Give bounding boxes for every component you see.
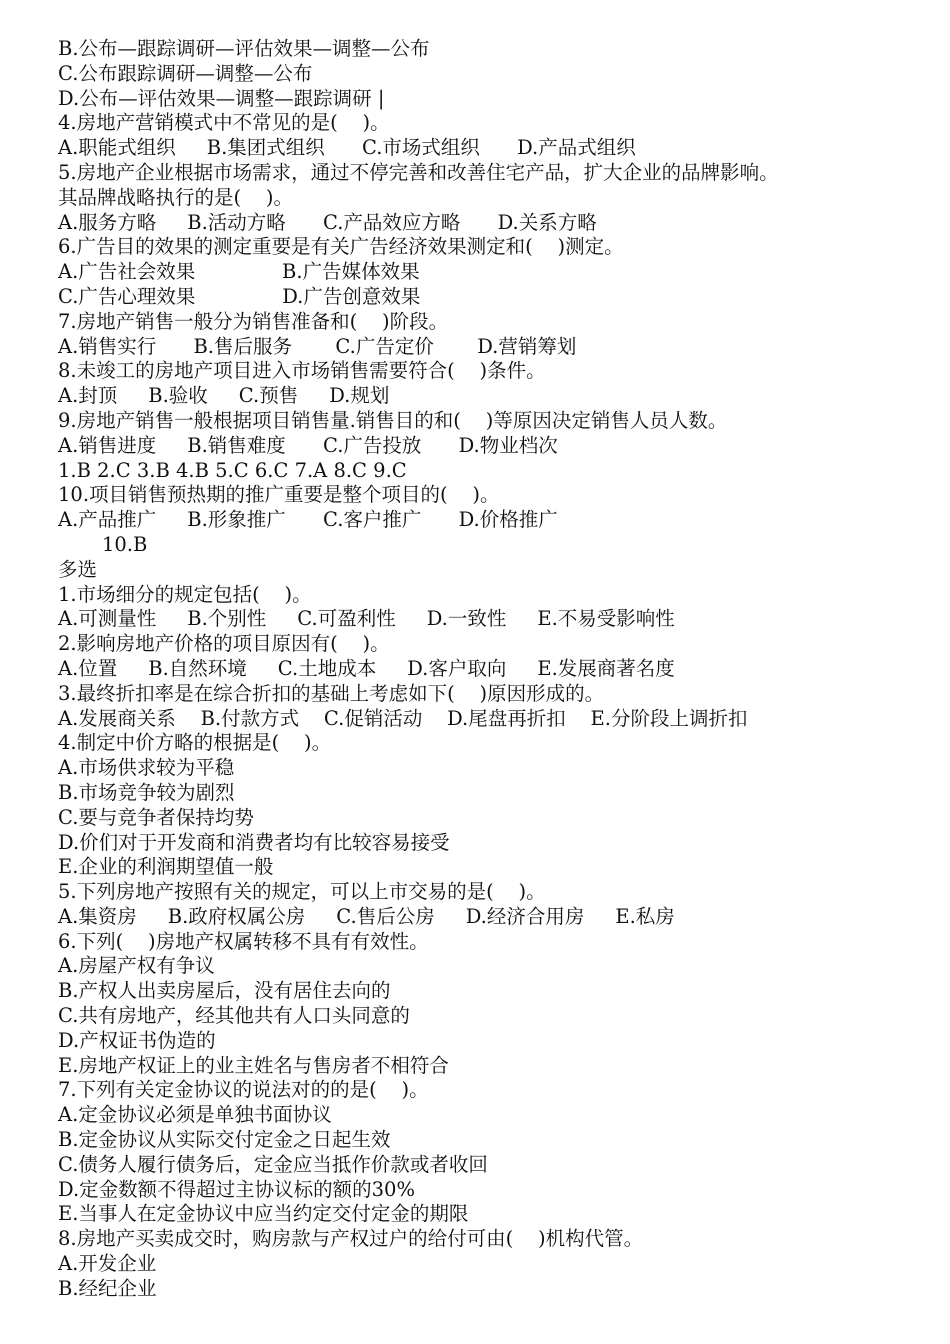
text-line: 5.下列房地产按照有关的规定，可以上市交易的是( )。 <box>58 880 546 904</box>
text-line: B.经纪企业 <box>58 1276 157 1300</box>
text-line: C.广告心理效果 D.广告创意效果 <box>58 284 421 308</box>
text-line: B.定金协议从实际交付定金之日起生效 <box>58 1128 391 1152</box>
text-line: 6.广告目的效果的测定重要是有关广告经济效果测定和( )测定。 <box>58 235 624 259</box>
text-line: C.共有房地产，经其他共有人口头同意的 <box>58 1004 410 1028</box>
text-line: E.当事人在定金协议中应当约定交付定金的期限 <box>58 1202 469 1226</box>
text-line: A.房屋产权有争议 <box>58 954 215 978</box>
text-line: A.销售进度 B.销售难度 C.广告投放 D.物业档次 <box>58 433 558 457</box>
text-line: B.产权人出卖房屋后，没有居住去向的 <box>58 979 391 1003</box>
text-line: A.职能式组织 B.集团式组织 C.市场式组织 D.产品式组织 <box>58 136 636 160</box>
text-line: 7.房地产销售一般分为销售准备和( )阶段。 <box>58 309 449 333</box>
text-line: A.产品推广 B.形象推广 C.客户推广 D.价格推广 <box>58 508 558 532</box>
text-line: D.定金数额不得超过主协议标的额的30% <box>58 1177 415 1201</box>
text-line: 8.房地产买卖成交时，购房款与产权过户的给付可由( )机构代管。 <box>58 1227 644 1251</box>
text-line: 10.B <box>102 532 148 556</box>
text-line: A.集资房 B.政府权属公房 C.售后公房 D.经济合用房 E.私房 <box>58 904 675 928</box>
text-line: 1.市场细分的规定包括( )。 <box>58 582 312 606</box>
text-line: 4.制定中价方略的根据是( )。 <box>58 731 332 755</box>
text-line: A.销售实行 B.售后服务 C.广告定价 D.营销筹划 <box>58 334 577 358</box>
text-line: 3.最终折扣率是在综合折扣的基础上考虑如下( )原因形成的。 <box>58 681 605 705</box>
text-line: 2.影响房地产价格的项目原因有( )。 <box>58 632 390 656</box>
text-line: 10.项目销售预热期的推广重要是整个项目的( )。 <box>58 483 500 507</box>
text-line: C.公布跟踪调研—调整—公布 <box>58 61 313 85</box>
text-line: B.市场竞争较为剧烈 <box>58 780 235 804</box>
text-line: B.公布—跟踪调研—评估效果—调整—公布 <box>58 37 430 60</box>
text-line: 其品牌战略执行的是( )。 <box>58 185 294 209</box>
text-line: 9.房地产销售一般根据项目销售量.销售目的和( )等原因决定销售人员人数。 <box>58 408 728 432</box>
text-line: D.产权证书伪造的 <box>58 1028 216 1052</box>
text-line: 多选 <box>58 557 98 581</box>
text-line: A.封顶 B.验收 C.预售 D.规划 <box>58 384 390 408</box>
text-line: 8.未竣工的房地产项目进入市场销售需要符合( )条件。 <box>58 359 546 383</box>
text-line: A.开发企业 <box>58 1252 157 1276</box>
text-line: E.房地产权证上的业主姓名与售房者不相符合 <box>58 1053 449 1077</box>
text-line: A.定金协议必须是单独书面协议 <box>58 1103 332 1127</box>
text-line: A.服务方略 B.活动方略 C.产品效应方略 D.关系方略 <box>58 210 597 234</box>
text-line: 1.B 2.C 3.B 4.B 5.C 6.C 7.A 8.C 9.C <box>58 458 407 482</box>
text-line: C.债务人履行债务后，定金应当抵作价款或者收回 <box>58 1152 488 1176</box>
text-line: A.市场供求较为平稳 <box>58 756 235 780</box>
text-line: 6.下列( )房地产权属转移不具有有效性。 <box>58 929 429 953</box>
text-line: C.要与竞争者保持均势 <box>58 805 254 829</box>
text-line: A.发展商关系 B.付款方式 C.促销活动 D.尾盘再折扣 E.分阶段上调折扣 <box>58 706 748 730</box>
text-line: D.公布—评估效果—调整—跟踪调研 | <box>58 86 385 110</box>
text-line: E.企业的利润期望值一般 <box>58 855 274 879</box>
text-line: D.价们对于开发商和消费者均有比较容易接受 <box>58 830 450 854</box>
text-line: A.可测量性 B.个别性 C.可盈利性 D.一致性 E.不易受影响性 <box>58 607 675 631</box>
text-line: A.广告社会效果 B.广告媒体效果 <box>58 260 420 284</box>
text-line: 7.下列有关定金协议的说法对的的是( )。 <box>58 1078 429 1102</box>
document-body <box>58 37 938 1302</box>
text-line: A.位置 B.自然环境 C.土地成本 D.客户取向 E.发展商著名度 <box>58 656 675 680</box>
text-line: 5.房地产企业根据市场需求，通过不停完善和改善住宅产品，扩大企业的品牌影响。 <box>58 160 779 184</box>
text-line: 4.房地产营销模式中不常见的是( )。 <box>58 111 390 135</box>
